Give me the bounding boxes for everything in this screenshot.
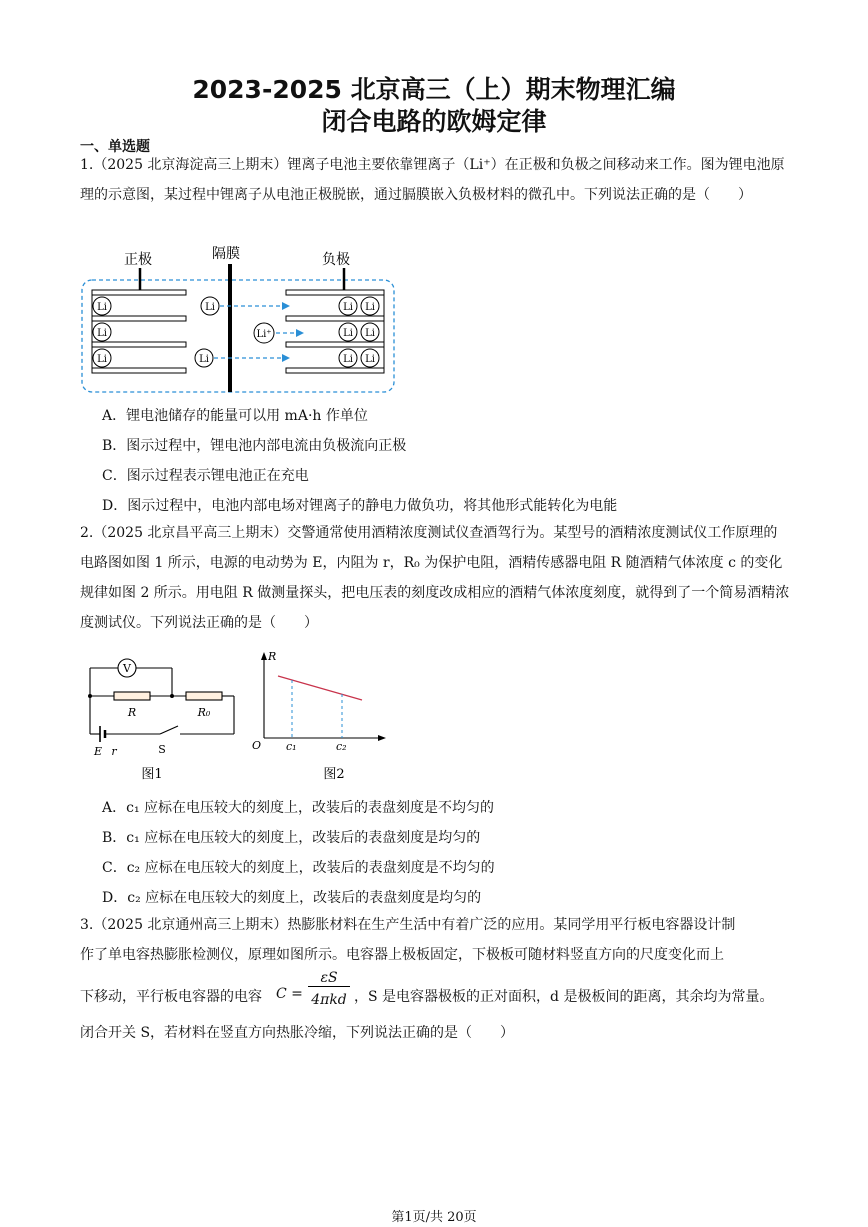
svg-text:Li: Li [365,328,375,339]
svg-text:Li: Li [97,328,107,339]
positive-label: 正极 [124,252,152,268]
svg-text:r: r [111,745,117,758]
svg-text:O: O [252,739,262,752]
q2-option-b: B．c₁ 应标在电压较大的刻度上，改装后的表盘刻度是均匀的 [102,830,481,846]
page-footer: 第1页/共 20页 [391,1210,477,1225]
svg-text:R: R [268,650,277,663]
q2-stem: 2.（2025 北京昌平高三上期末）交警通常使用酒精浓度测试仪查酒驾行为。某型号的酒精浓度测试仪工作原理的电路图如图 1 所示，电源的电动势为 E，内阻为 r，R₀ 为保护电阻，酒精传感器电阻 R 随酒精气体浓度 c 的变化规律如图 2 所示。用电阻 R 做测量探头，把电压表的刻度改成相应的酒精气体浓度刻度，就得到了一个简易酒精浓度测试仪。下列说法正确的是（ ） [80,525,790,631]
separator-label: 隔膜 [212,246,240,262]
q3-line1: 3.（2025 北京通州高三上期末）热膨胀材料在生产生活中有着广泛的应用。某同学用平行板电容器设计制 [80,917,736,933]
q3-line3-start: 下移动，平行板电容器的电容 [80,989,262,1005]
svg-text:图1: 图1 [141,767,163,782]
doc-subtitle: 闭合电路的欧姆定律 [321,107,547,136]
q1-option-d: D．图示过程中，电池内部电场对锂离子的静电力做负功，将其他形式能转化为电能 [102,498,618,514]
q3-line3 [80,970,800,1014]
svg-text:Li: Li [97,354,107,365]
svg-text:c₁: c₁ [286,740,297,753]
svg-text:Li⁺: Li⁺ [256,329,272,340]
q1-option-c: C．图示过程表示锂电池正在充电 [102,468,309,484]
q2-option-d: D．c₂ 应标在电压较大的刻度上，改装后的表盘刻度是均匀的 [102,890,482,906]
svg-text:c₂: c₂ [336,740,347,753]
svg-text:Li: Li [365,354,375,365]
svg-text:R: R [127,706,137,719]
q1-option-b: B．图示过程中，锂电池内部电流由负极流向正极 [102,438,407,454]
q2-graph-figure [248,648,388,784]
svg-text:Li: Li [199,354,209,365]
svg-text:Li: Li [343,302,353,313]
q1-option-a: A．锂电池储存的能量可以用 mA·h 作单位 [102,408,368,424]
svg-text:R₀: R₀ [197,706,211,719]
svg-text:S: S [158,743,166,756]
formula-denominator: 4πkd [311,992,347,1008]
q2-circuit-figure [80,654,240,784]
q3-line4: 闭合开关 S，若材料在竖直方向热胀冷缩，下列说法正确的是（ ） [80,1025,515,1041]
q2-option-c: C．c₂ 应标在电压较大的刻度上，改装后的表盘刻度是不均匀的 [102,860,495,876]
svg-text:Li: Li [365,302,375,313]
q1-stem: 1.（2025 北京海淀高三上期末）锂离子电池主要依靠锂离子（Li⁺）在正极和负极之间移动来工作。图为锂电池原理的示意图，某过程中锂离子从电池正极脱嵌，通过膈膜嵌入负极材料的微孔中。下列说法正确的是（ ） [80,157,785,203]
q2-option-a: A．c₁ 应标在电压较大的刻度上，改装后的表盘刻度是不均匀的 [102,800,495,816]
svg-text:V: V [123,662,131,675]
formula-lhs: C = [276,986,303,1002]
section-heading: 一、单选题 [80,139,150,155]
q1-battery-figure [78,244,400,396]
svg-text:Li: Li [343,328,353,339]
svg-text:E: E [93,745,103,758]
svg-text:Li: Li [343,354,353,365]
doc-title: 2023-2025 北京高三（上）期末物理汇编 [192,75,676,104]
q3-line3-end: ，S 是电容器极板的正对面积，d 是极板间的距离，其余均为常量。 [354,989,774,1005]
formula-numerator: εS [308,970,350,987]
svg-text:图2: 图2 [323,767,345,782]
svg-text:Li: Li [205,302,215,313]
q3-line2: 作了单电容热膨胀检测仪，原理如图所示。电容器上极板固定，下极板可随材料竖直方向的尺度变化而上 [80,947,724,963]
negative-label: 负极 [322,252,350,268]
svg-text:Li: Li [97,302,107,313]
